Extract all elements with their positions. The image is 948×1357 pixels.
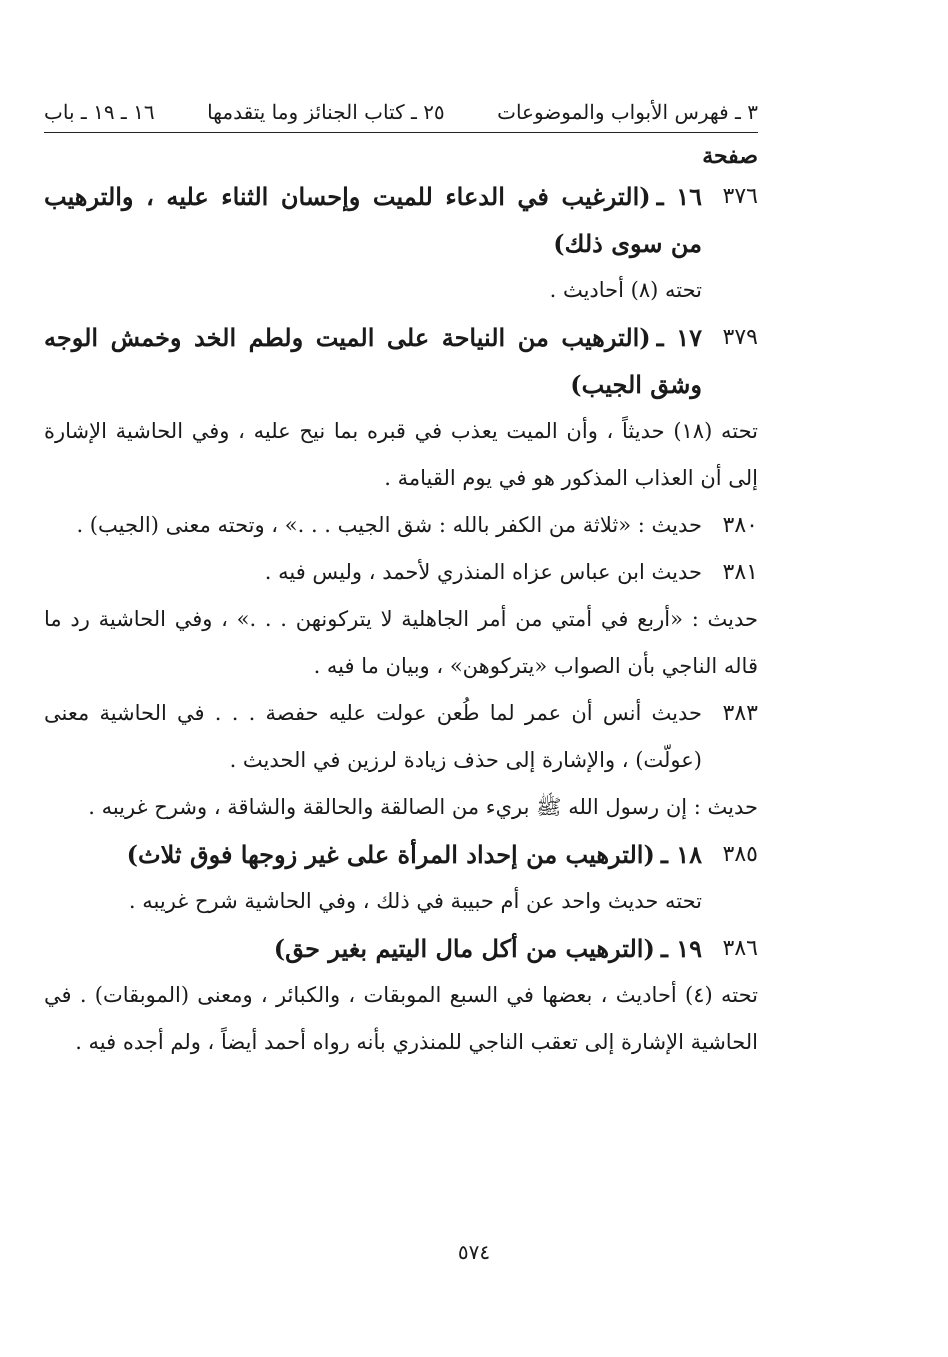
page-number: ٥٧٤ bbox=[457, 1240, 491, 1264]
entry-note: حديث : «أربع في أمتي من أمر الجاهلية لا يتركونهن . . .» ، وفي الحاشية رد ما قاله الناجي بأن الصواب «يتركوهن» ، وبيان ما فيه . bbox=[44, 607, 758, 678]
entry-note: حديث أنس أن عمر لما طُعن عولت عليه حفصة . . . في الحاشية معنى (عولّت) ، والإشارة إلى حذف زيادة لرزين في الحديث . bbox=[44, 701, 702, 772]
index-entry bbox=[44, 314, 758, 502]
chapter-title bbox=[44, 173, 702, 267]
page-column-label: صفحة bbox=[702, 143, 758, 169]
entry-note: تحته حديث واحد عن أم حبيبة في ذلك ، وفي الحاشية شرح غريبه . bbox=[128, 889, 702, 913]
entry-page-number: ٣٨٣ bbox=[722, 701, 758, 726]
chapter-number: ١٧ ـ bbox=[656, 323, 702, 352]
chapter-title bbox=[44, 925, 702, 972]
running-header bbox=[44, 100, 758, 133]
header-chapter-range: ١٦ ـ ١٩ ـ باب bbox=[44, 100, 155, 124]
entry-page-number: ٣٨٥ bbox=[722, 842, 758, 867]
chapter-title-text: (الترهيب من أكل مال اليتيم بغير حق) bbox=[273, 934, 655, 963]
chapter-title-text: (الترهيب من إحداد المرأة على غير زوجها فوق ثلاث) bbox=[126, 840, 655, 869]
header-book-title: ٢٥ ـ كتاب الجنائز وما يتقدمها bbox=[207, 100, 445, 124]
chapter-number: ١٨ ـ bbox=[660, 840, 702, 869]
chapter-number: ١٦ ـ bbox=[656, 182, 702, 211]
header-section-title: ٣ ـ فهرس الأبواب والموضوعات bbox=[497, 100, 758, 124]
chapter-number: ١٩ ـ bbox=[660, 934, 702, 963]
index-entry bbox=[44, 173, 758, 314]
entry-note: حديث : «ثلاثة من الكفر بالله : شق الجيب . . .» ، وتحته معنى (الجيب) . bbox=[76, 513, 702, 537]
chapter-title-text: (الترهيب من النياحة على الميت ولطم الخد وخمش الوجه وشق الجيب) bbox=[44, 323, 702, 399]
entry-page-number: ٣٧٦ bbox=[722, 184, 758, 209]
entry-note: حديث : إن رسول الله ﷺ بريء من الصالقة والحالقة والشاقة ، وشرح غريبه . bbox=[88, 795, 758, 819]
chapter-title bbox=[44, 831, 702, 878]
entry-note: تحته (٤) أحاديث ، بعضها في السبع الموبقات ، والكبائر ، ومعنى (الموبقات) . في الحاشية الإشارة إلى تعقب الناجي للمنذري بأنه رواه أحمد أيضاً ، ولم أجده فيه . bbox=[44, 983, 758, 1054]
entry-note: تحته (١٨) حديثاً ، وأن الميت يعذب في قبره بما نيح عليه ، وفي الحاشية الإشارة إلى أن العذاب المذكور هو في يوم القيامة . bbox=[44, 419, 758, 490]
entry-page-number: ٣٨٦ bbox=[722, 936, 758, 961]
entry-page-number: ٣٨٠ bbox=[722, 513, 758, 538]
chapter-title-text: (الترغيب في الدعاء للميت وإحسان الثناء عليه ، والترهيب من سوى ذلك) bbox=[44, 182, 702, 258]
index-entry bbox=[44, 502, 758, 549]
index-entry bbox=[44, 549, 758, 690]
entry-page-number: ٣٨١ bbox=[722, 560, 758, 585]
index-entry bbox=[44, 925, 758, 1066]
entry-note: تحته (٨) أحاديث . bbox=[549, 278, 702, 302]
entry-note: حديث ابن عباس عزاه المنذري لأحمد ، وليس فيه . bbox=[264, 560, 702, 584]
entry-page-number: ٣٧٩ bbox=[722, 325, 758, 350]
index-page bbox=[44, 100, 758, 1066]
index-entry bbox=[44, 831, 758, 925]
chapter-title bbox=[44, 314, 702, 408]
index-entry bbox=[44, 690, 758, 831]
